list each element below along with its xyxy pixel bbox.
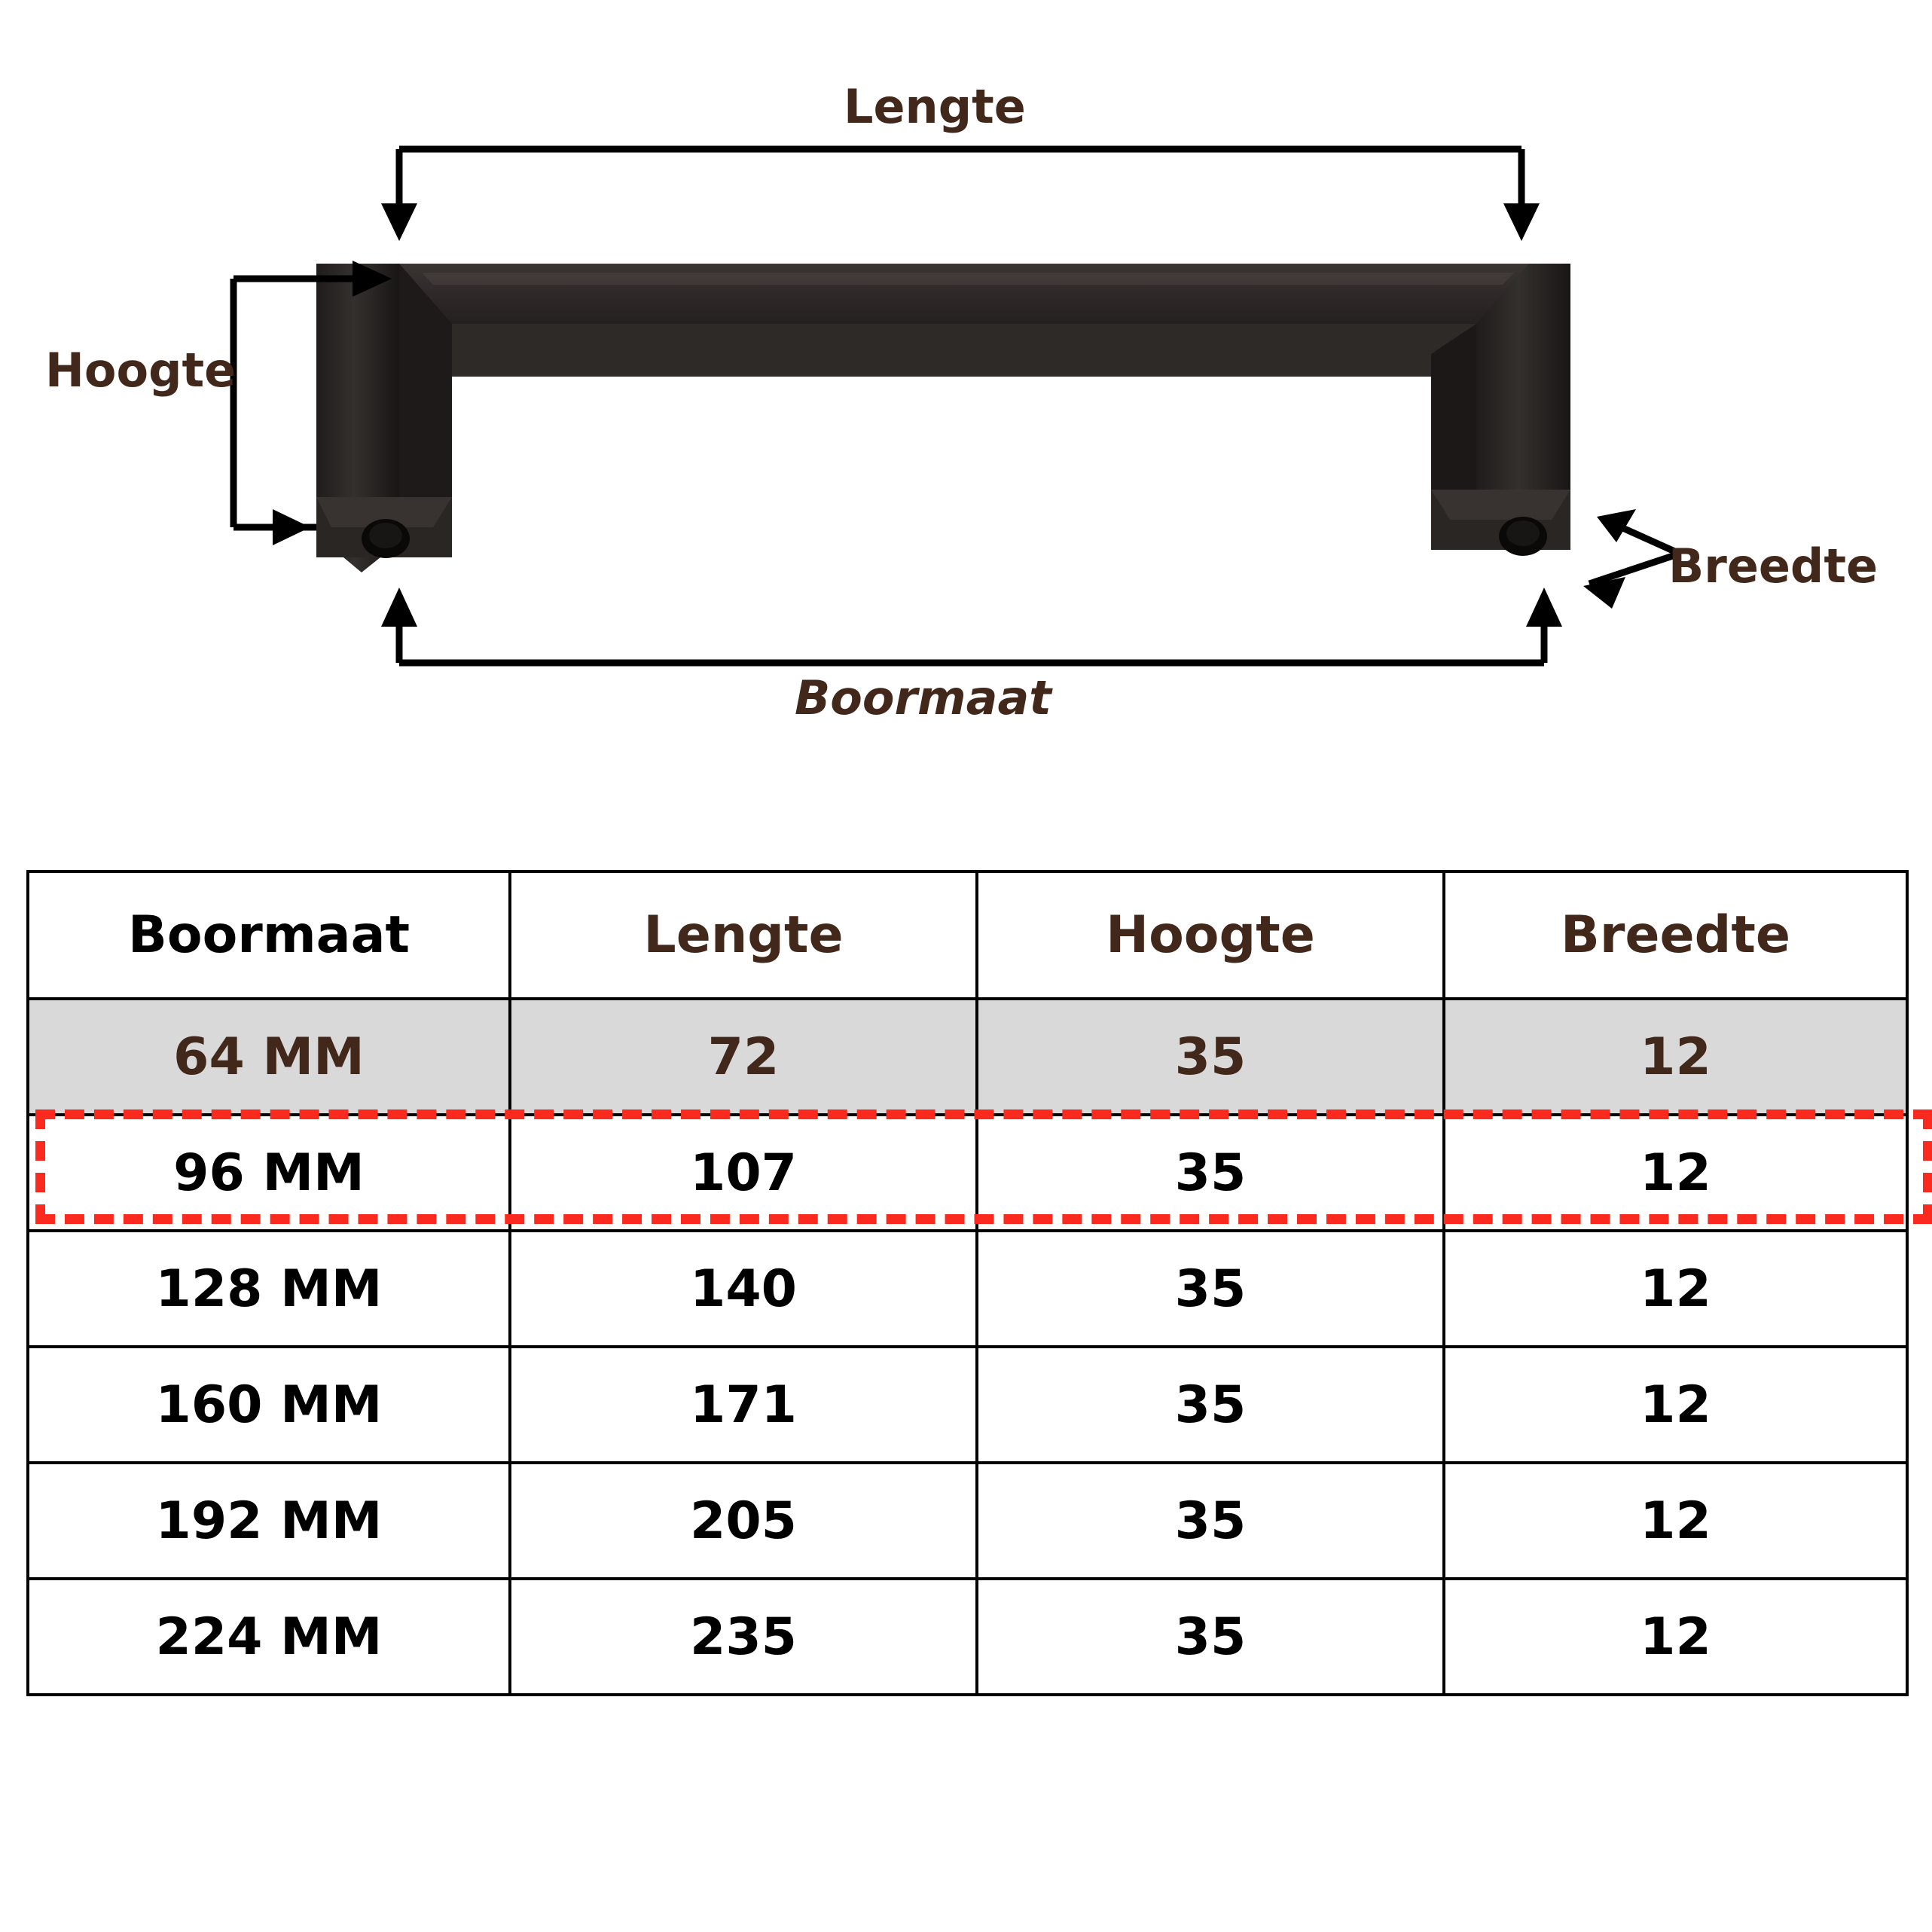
- boormaat-right-arrowhead: [1526, 588, 1562, 627]
- table-row: [28, 999, 1907, 1115]
- cell-boormaat: 64 MM: [28, 999, 510, 1115]
- cell-boormaat: 224 MM: [28, 1579, 510, 1695]
- label-breedte: Breedte: [1668, 539, 1879, 594]
- cell-boormaat: 128 MM: [28, 1231, 510, 1347]
- boormaat-left-arrowhead: [381, 588, 417, 627]
- handle-dimension-diagram: [0, 0, 1932, 798]
- label-hoogte: Hoogte: [45, 343, 237, 398]
- cell-breedte: 12: [1444, 1463, 1907, 1579]
- cell-boormaat: 192 MM: [28, 1463, 510, 1579]
- header-hoogte: Hoogte: [977, 871, 1444, 999]
- handle-bar-inner-face: [452, 324, 1476, 377]
- cell-lengte: 171: [510, 1347, 977, 1463]
- cell-breedte: 12: [1444, 1115, 1907, 1231]
- size-table-container: [26, 870, 1906, 1696]
- lengte-left-arrowhead: [381, 203, 417, 241]
- label-boormaat: Boormaat: [795, 670, 1051, 725]
- size-table-head: [28, 871, 1907, 999]
- cell-lengte: 235: [510, 1579, 977, 1695]
- breedte-upper-arrowhead: [1597, 509, 1636, 542]
- cell-breedte: 12: [1444, 1231, 1907, 1347]
- cell-hoogte: 35: [977, 1347, 1444, 1463]
- cell-boormaat: 96 MM: [28, 1115, 510, 1231]
- cell-hoogte: 35: [977, 1115, 1444, 1231]
- cell-breedte: 12: [1444, 1347, 1907, 1463]
- lengte-right-arrowhead: [1503, 203, 1540, 241]
- cell-lengte: 72: [510, 999, 977, 1115]
- cell-breedte: 12: [1444, 999, 1907, 1115]
- cell-boormaat: 160 MM: [28, 1347, 510, 1463]
- cell-lengte: 205: [510, 1463, 977, 1579]
- header-breedte: Breedte: [1444, 871, 1907, 999]
- cell-hoogte: 35: [977, 1463, 1444, 1579]
- header-lengte: Lengte: [510, 871, 977, 999]
- cell-breedte: 12: [1444, 1579, 1907, 1695]
- cell-hoogte: 35: [977, 1231, 1444, 1347]
- cell-lengte: 140: [510, 1231, 977, 1347]
- hoogte-bottom-arrowhead: [273, 509, 310, 545]
- size-table: [26, 870, 1909, 1696]
- cell-hoogte: 35: [977, 1579, 1444, 1695]
- size-table-body: [28, 999, 1907, 1695]
- table-header-row: [28, 871, 1907, 999]
- table-row: [28, 1115, 1907, 1231]
- cell-hoogte: 35: [977, 999, 1444, 1115]
- table-row: [28, 1347, 1907, 1463]
- header-boormaat: Boormaat: [28, 871, 510, 999]
- label-lengte: Lengte: [844, 79, 1026, 134]
- handle-shape: [316, 264, 1570, 572]
- table-row: [28, 1231, 1907, 1347]
- table-row: [28, 1579, 1907, 1695]
- table-row: [28, 1463, 1907, 1579]
- cell-lengte: 107: [510, 1115, 977, 1231]
- breedte-lower-leader: [1589, 554, 1680, 584]
